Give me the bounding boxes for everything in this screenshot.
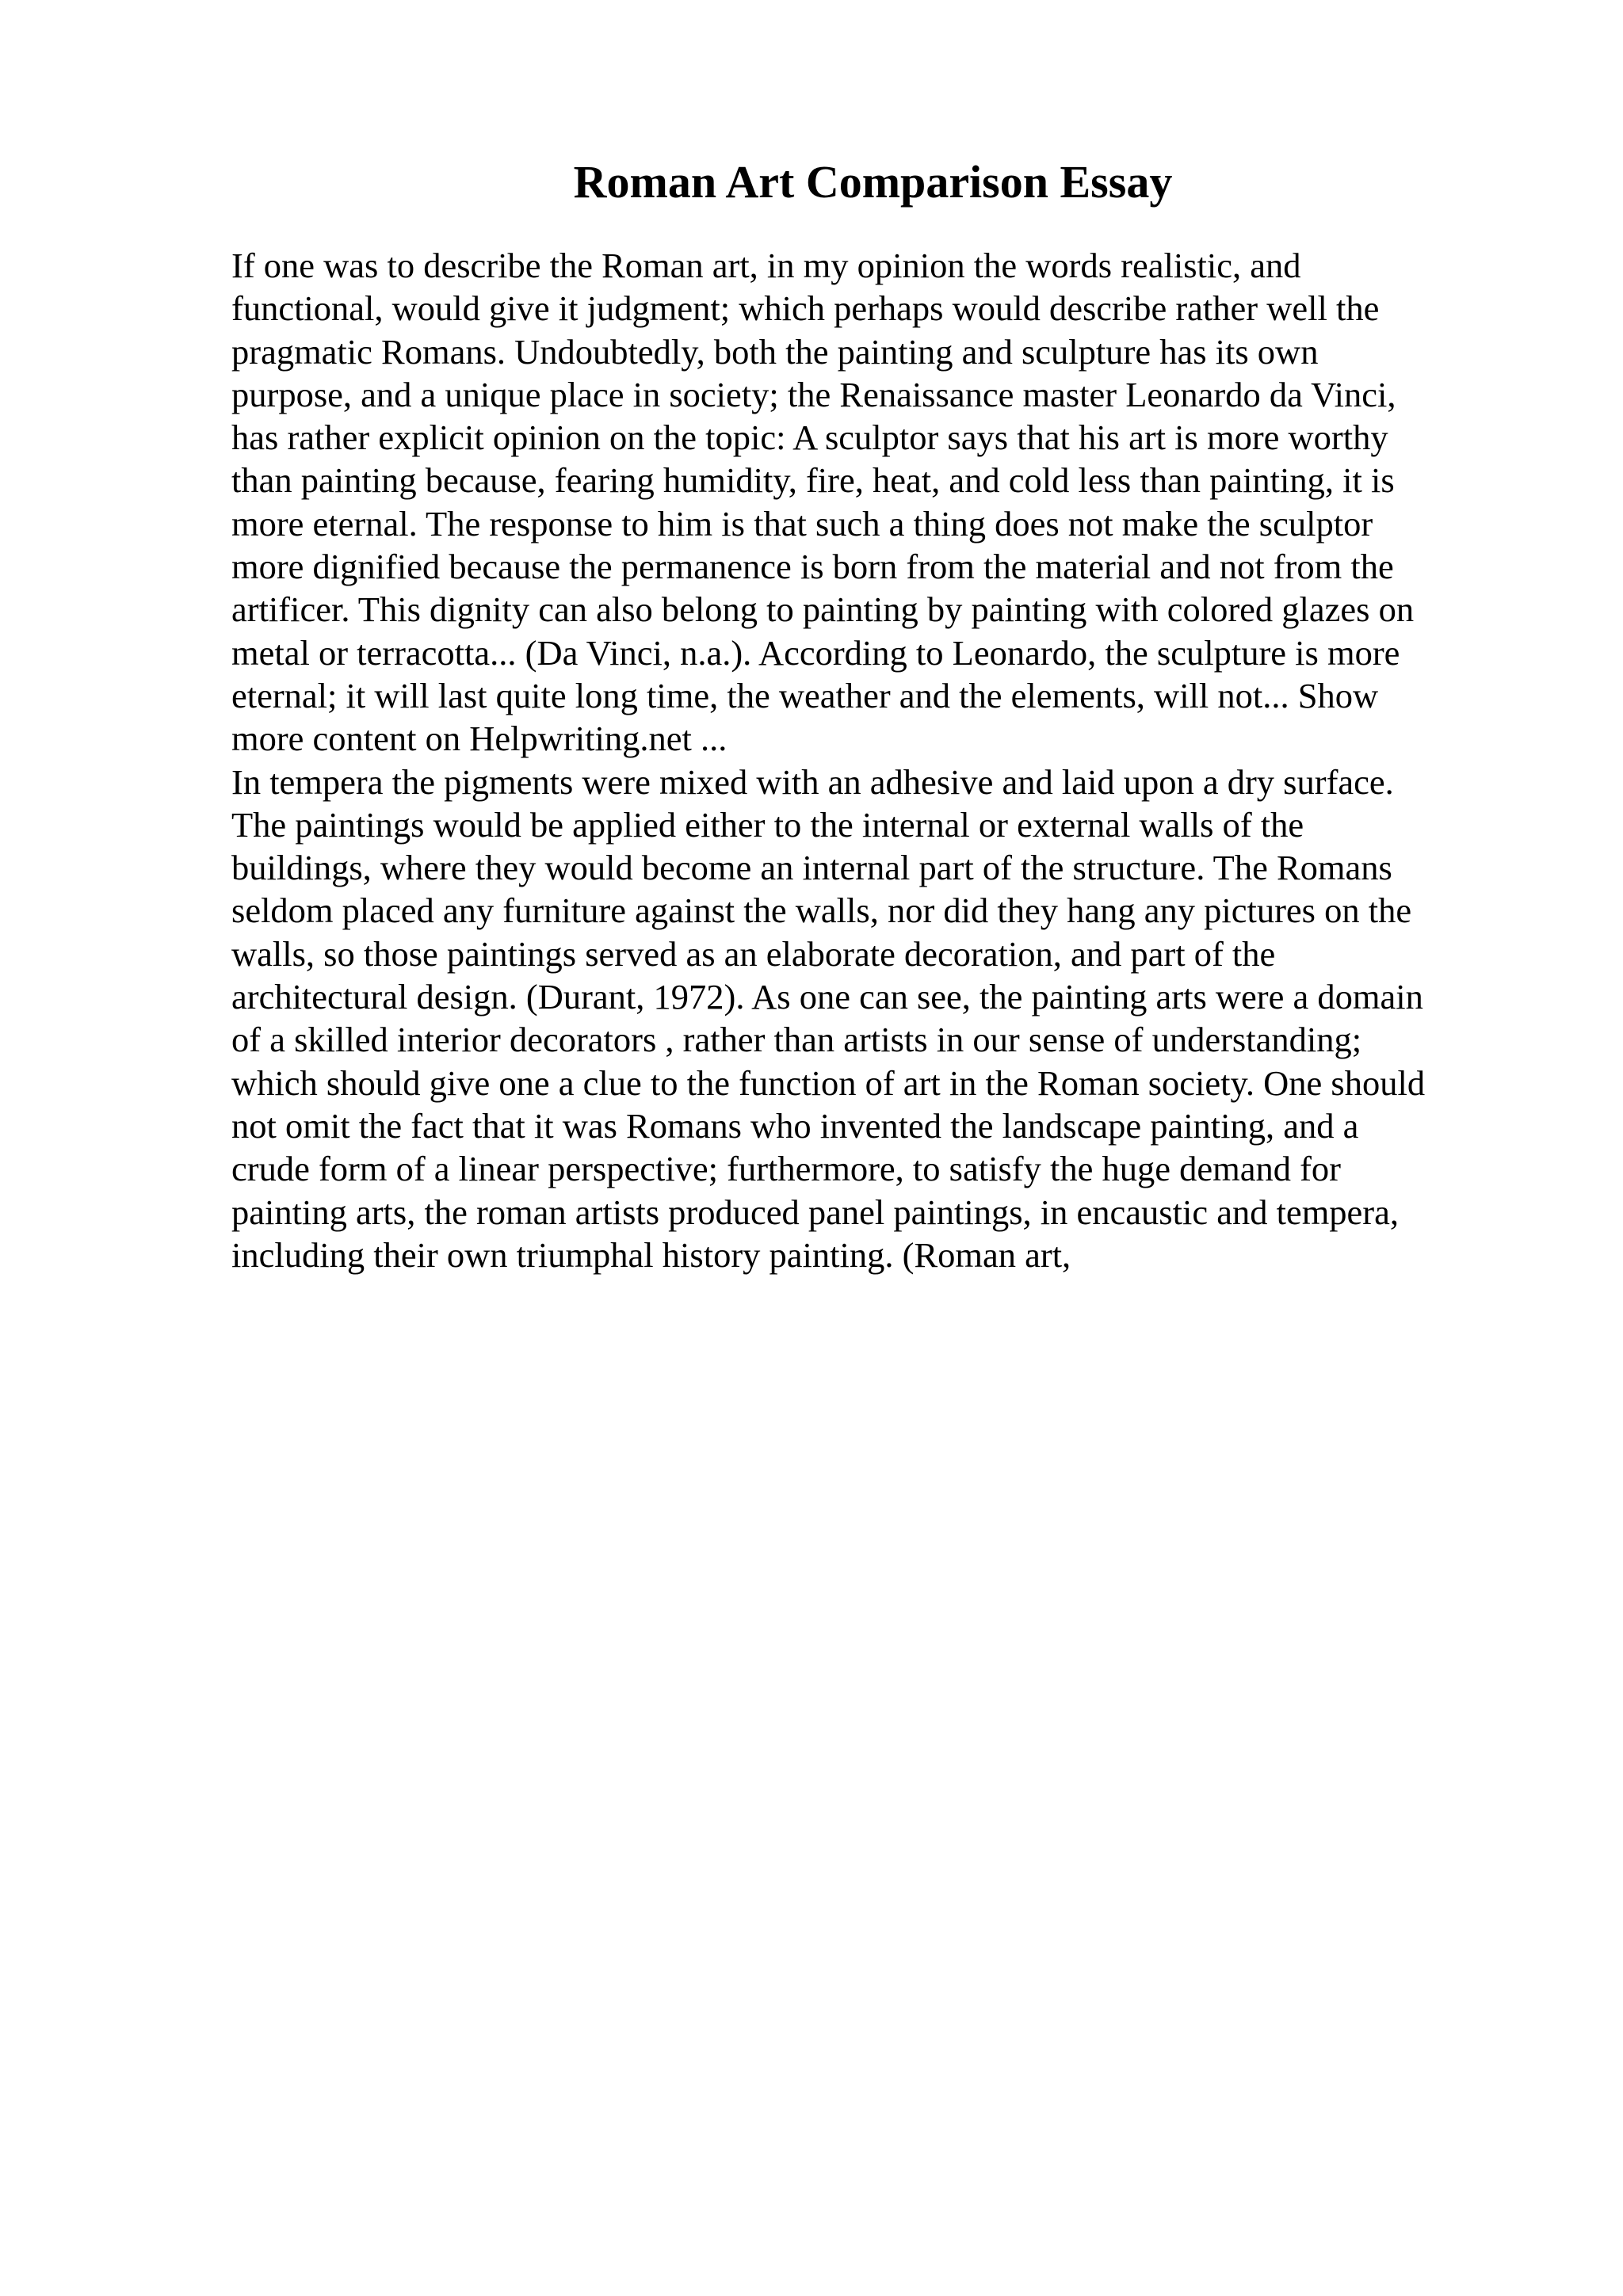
essay-body [231, 244, 1499, 1276]
essay-line: The paintings would be applied either to the internal or external walls of the [231, 804, 1304, 845]
essay-line: purpose, and a unique place in society; the Renaissance master Leonardo da Vinci, [231, 374, 1396, 414]
essay-line: architectural design. (Durant, 1972). As one can see, the painting arts were a domain [231, 977, 1423, 1017]
essay-line: more eternal. The response to him is that such a thing does not make the sculptor [231, 503, 1373, 543]
essay-line: functional, would give it judgment; which perhaps would describe rather well the [231, 288, 1380, 329]
essay-line: has rather explicit opinion on the topic: A sculptor says that his art is more worthy [231, 418, 1388, 458]
essay-line: painting arts, the roman artists produced panel paintings, in encaustic and tempera, [231, 1192, 1399, 1232]
essay-line: which should give one a clue to the function of art in the Roman society. One should [231, 1062, 1426, 1103]
essay-line: not omit the fact that it was Romans who invented the landscape painting, and a [231, 1105, 1359, 1146]
essay-line: metal or terracotta... (Da Vinci, n.a.). According to Leonardo, the sculpture is more [231, 632, 1400, 673]
essay-line: eternal; it will last quite long time, the weather and the elements, will not... Show [231, 675, 1379, 715]
essay-line: walls, so those paintings served as an elaborate decoration, and part of the [231, 933, 1276, 974]
essay-line: than painting because, fearing humidity, fire, heat, and cold less than painting, it is [231, 460, 1395, 501]
essay-line: including their own triumphal history painting. (Roman art, [231, 1234, 1071, 1275]
essay-line: artificer. This dignity can also belong to painting by painting with colored glazes on [231, 589, 1415, 630]
essay-line: more dignified because the permanence is born from the material and not from the [231, 547, 1394, 587]
essay-line: seldom placed any furniture against the walls, nor did they hang any pictures on the [231, 891, 1412, 931]
document-title: Roman Art Comparison Essay [573, 156, 1173, 208]
essay-line: crude form of a linear perspective; furthermore, to satisfy the huge demand for [231, 1149, 1341, 1189]
essay-line: buildings, where they would become an internal part of the structure. The Romans [231, 848, 1392, 888]
essay-line: more content on Helpwriting.net ... [231, 719, 727, 759]
essay-line: If one was to describe the Roman art, in my opinion the words realistic, and [231, 246, 1301, 285]
essay-line: pragmatic Romans. Undoubtedly, both the painting and sculpture has its own [231, 331, 1319, 372]
essay-line: In tempera the pigments were mixed with an adhesive and laid upon a dry surface. [231, 761, 1394, 802]
essay-line: of a skilled interior decorators , rather than artists in our sense of understanding; [231, 1020, 1362, 1060]
